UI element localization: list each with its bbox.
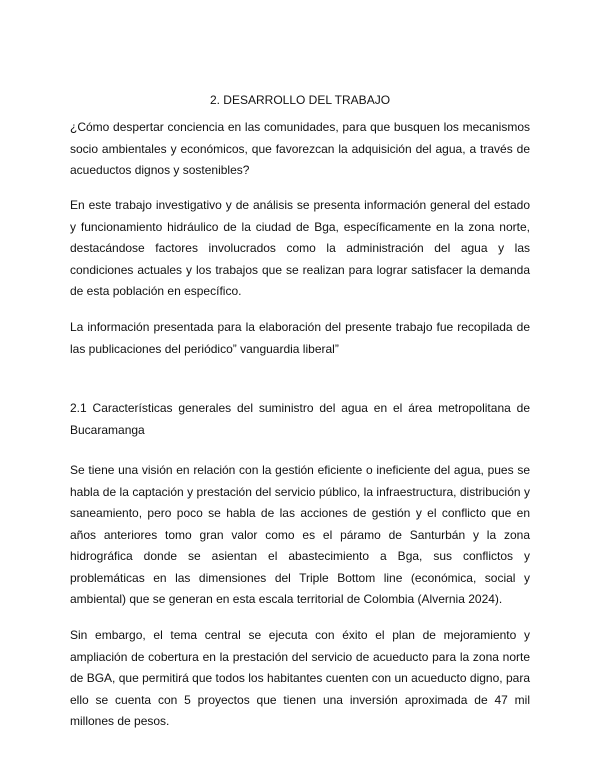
section-title: 2. DESARROLLO DEL TRABAJO <box>209 93 391 107</box>
paragraph-intro: En este trabajo investigativo y de análisis se presenta información general del estado y funcionamiento hidráulico de la ciudad de Bga, específicamente en la zona norte, destacándose factores involucrados como la administración del agua y las condiciones actuales y los trabajos que se realizan para lograr satisfacer la demanda de esta población en específico. <box>70 198 530 298</box>
research-question: ¿Cómo despertar conciencia en las comunidades, para que busquen los mecanismos socio ambientales y económicos, que favorezcan la adquisición del agua, a través de acueductos dignos y sostenibles? <box>70 120 530 177</box>
paragraph-improvement-plan: Sin embargo, el tema central se ejecuta con éxito el plan de mejoramiento y ampliación de cobertura en la prestación del servicio de acueducto para la zona norte de BGA, que permitirá que todos los habitantes cuenten con un acueducto digno, para ello se cuenta con 5 proyectos que tienen una inversión aproximada de 47 mil millones de pesos. <box>70 628 530 728</box>
paragraph-sources: La información presentada para la elaboración del presente trabajo fue recopilada de las publicaciones del periódico” vanguardia liberal” <box>70 320 530 356</box>
paragraph-water-management: Se tiene una visión en relación con la gestión eficiente o ineficiente del agua, pues se habla de la captación y prestación del servicio público, la infraestructura, distribución y saneamiento, pero poco se habla de las acciones de gestión y el conflicto que en años anteriores tomo gran valor como es el páramo de Santurbán y la zona hidrográfica donde se asientan el abastecimiento a Bga, sus conflictos y problemáticas en las dimensiones del Triple Bottom line (económica, social y ambiental) que se generan en esta escala territorial de Colombia (Alvernia 2024). <box>70 463 530 606</box>
subsection-heading: 2.1 Características generales del suministro del agua en el área metropolitana de Bucaramanga <box>70 401 530 437</box>
